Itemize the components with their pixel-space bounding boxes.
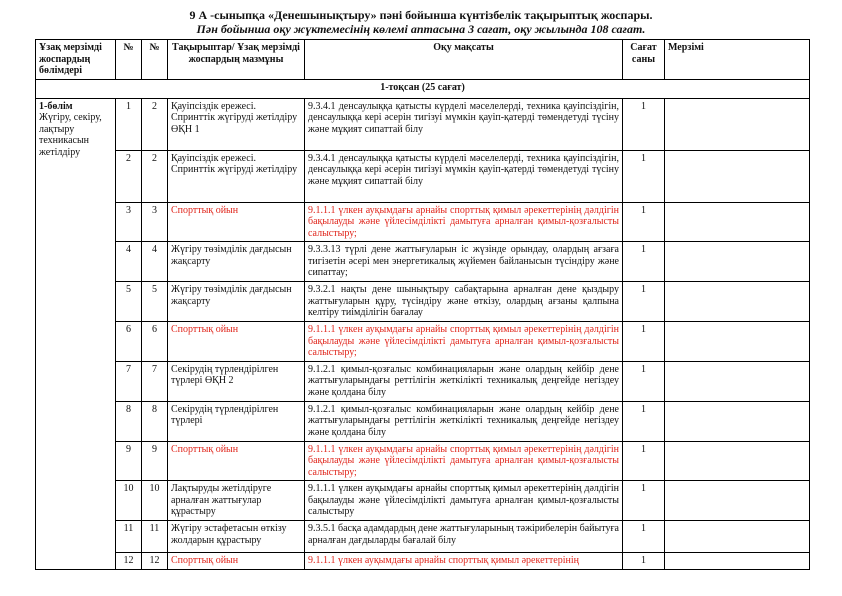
objective-cell: 9.1.1.1 үлкен ауқымдағы арнайы спорттық қимыл әрекеттерінің дәлдігін бақылауды және үйлесімділікті дамытуға арналған қимыл-қозғалысты салыстыру; bbox=[305, 202, 623, 242]
topic-number: 4 bbox=[142, 242, 168, 282]
topic-number: 12 bbox=[142, 553, 168, 570]
hours-cell: 1 bbox=[623, 361, 665, 401]
date-cell[interactable] bbox=[665, 282, 810, 322]
lesson-number: 2 bbox=[116, 150, 142, 202]
header-date: Мерзімі bbox=[665, 40, 810, 80]
lesson-number: 4 bbox=[116, 242, 142, 282]
section-title: 1-бөлім bbox=[39, 100, 73, 112]
topic-cell: Секірудің түрлендірілген түрлері bbox=[168, 401, 305, 441]
lesson-number: 3 bbox=[116, 202, 142, 242]
topic-number: 7 bbox=[142, 361, 168, 401]
topic-number: 2 bbox=[142, 98, 168, 150]
table-row bbox=[36, 441, 810, 481]
topic-cell: Жүгіру эстафетасын өткізу жолдарын құрастыру bbox=[168, 521, 305, 553]
topic-cell: Лақтыруды жетілдіруге арналған жаттығулар құрастыру bbox=[168, 481, 305, 521]
objective-cell: 9.1.2.1 қимыл-қозғалыс комбинацияларын және олардың кейбір дене жаттығуларындағы реттілігін жеткілікті техникалық деңгейде негіздеу және қолдана білу bbox=[305, 361, 623, 401]
hours-cell: 1 bbox=[623, 150, 665, 202]
objective-cell: 9.1.1.1 үлкен ауқымдағы арнайы спорттық қимыл әрекеттерінің bbox=[305, 553, 623, 570]
topic-number: 5 bbox=[142, 282, 168, 322]
date-cell[interactable] bbox=[665, 322, 810, 362]
objective-cell: 9.1.1.1 үлкен ауқымдағы арнайы спорттық қимыл әрекеттерінің дәлдігін бақылауды және үйлесімділікті дамытуға арналған қимыл-қозғалысты салыстыру; bbox=[305, 441, 623, 481]
topic-cell: Жүгіру төзімділік дағдысын жақсарту bbox=[168, 242, 305, 282]
topic-cell: Қауіпсіздік ережесі. Спринттік жүгіруді жетілдіру bbox=[168, 150, 305, 202]
table-row bbox=[36, 242, 810, 282]
hours-cell: 1 bbox=[623, 282, 665, 322]
table-row bbox=[36, 282, 810, 322]
document-subtitle: Пән бойынша оқу жүктемесінің көлемі аптасына 3 сағат, оқу жылында 108 сағат. bbox=[196, 22, 646, 36]
date-cell[interactable] bbox=[665, 401, 810, 441]
objective-cell: 9.3.4.1 денсаулыққа қатысты күрделі мәселелерді, техника қауіпсіздігін, денсаулыққа кері әсерін тигізуі мүмкін қауіп-қатерді төмендетуді түсіну және мұқият сипаттай білу bbox=[305, 98, 623, 150]
lesson-number: 10 bbox=[116, 481, 142, 521]
objective-cell: 9.3.3.13 түрлі дене жаттығуларын іс жүзінде орындау, олардың ағзаға тигізетін әсері мен энергетикалық жүйемен байланысын түсіндіру және сипаттау; bbox=[305, 242, 623, 282]
date-cell[interactable] bbox=[665, 361, 810, 401]
hours-cell: 1 bbox=[623, 481, 665, 521]
lesson-number: 11 bbox=[116, 521, 142, 553]
lesson-number: 5 bbox=[116, 282, 142, 322]
hours-cell: 1 bbox=[623, 401, 665, 441]
topic-number: 11 bbox=[142, 521, 168, 553]
plan-table bbox=[35, 39, 810, 570]
topic-cell: Қауіпсіздік ережесі. Спринттік жүгіруді жетілдіру ӨҚН 1 bbox=[168, 98, 305, 150]
topic-cell: Спорттық ойын bbox=[168, 441, 305, 481]
topic-number: 3 bbox=[142, 202, 168, 242]
topic-cell: Спорттық ойын bbox=[168, 322, 305, 362]
table-row bbox=[36, 553, 810, 570]
hours-cell: 1 bbox=[623, 98, 665, 150]
table-row bbox=[36, 481, 810, 521]
header-hours: Сағат саны bbox=[623, 40, 665, 80]
topic-number: 6 bbox=[142, 322, 168, 362]
objective-cell: 9.3.5.1 басқа адамдардың дене жаттығуларының тәжірибелерін байытуға арналған дағдыларды бағалай білу bbox=[305, 521, 623, 553]
hours-cell: 1 bbox=[623, 322, 665, 362]
header-number-2: № bbox=[142, 40, 168, 80]
hours-cell: 1 bbox=[623, 202, 665, 242]
hours-cell: 1 bbox=[623, 521, 665, 553]
objective-cell: 9.3.2.1 нақты дене шынықтыру сабақтарына арналған дене қыздыру жаттығуларын құру, түсіндіру және өткізу, олардың ағзаны қалпына келтіру тиімділігін бағалау bbox=[305, 282, 623, 322]
date-cell[interactable] bbox=[665, 202, 810, 242]
section-description: Жүгіру, секіру, лақтыру техникасын жетілдіру bbox=[39, 112, 102, 158]
topic-number: 9 bbox=[142, 441, 168, 481]
date-cell[interactable] bbox=[665, 553, 810, 570]
date-cell[interactable] bbox=[665, 481, 810, 521]
date-cell[interactable] bbox=[665, 98, 810, 150]
date-cell[interactable] bbox=[665, 242, 810, 282]
hours-cell: 1 bbox=[623, 242, 665, 282]
header-topic: Тақырыптар/ Ұзақ мерзімді жоспардың мазмұны bbox=[168, 40, 305, 80]
hours-cell: 1 bbox=[623, 553, 665, 570]
table-row bbox=[36, 202, 810, 242]
date-cell[interactable] bbox=[665, 521, 810, 553]
topic-number: 8 bbox=[142, 401, 168, 441]
lesson-number: 1 bbox=[116, 98, 142, 150]
objective-cell: 9.3.4.1 денсаулыққа қатысты күрделі мәселелерді, техника қауіпсіздігін, денсаулыққа кері әсерін тигізуі мүмкін қауіп-қатерді төмендетуді түсіну және мұқият сипаттай білу bbox=[305, 150, 623, 202]
header-objectives: Оқу мақсаты bbox=[305, 40, 623, 80]
hours-cell: 1 bbox=[623, 441, 665, 481]
header-number-1: № bbox=[116, 40, 142, 80]
lesson-number: 8 bbox=[116, 401, 142, 441]
table-row bbox=[36, 150, 810, 202]
table-row bbox=[36, 98, 810, 150]
document-title: 9 А -сыныпқа «Денешынықтыру» пәні бойынша күнтізбелік тақырыптық жоспары. bbox=[189, 8, 653, 22]
topic-number: 10 bbox=[142, 481, 168, 521]
header-row bbox=[36, 40, 810, 80]
topic-number: 2 bbox=[142, 150, 168, 202]
topic-cell: Спорттық ойын bbox=[168, 553, 305, 570]
date-cell[interactable] bbox=[665, 150, 810, 202]
lesson-number: 9 bbox=[116, 441, 142, 481]
topic-cell: Жүгіру төзімділік дағдысын жақсарту bbox=[168, 282, 305, 322]
quarter-row bbox=[36, 79, 810, 98]
date-cell[interactable] bbox=[665, 441, 810, 481]
lesson-number: 6 bbox=[116, 322, 142, 362]
objective-cell: 9.1.1.1 үлкен ауқымдағы арнайы спорттық қимыл әрекеттерінің дәлдігін бақылауды және үйлесімділікті дамытуға арналған қимыл-қозғалысты салыстыру bbox=[305, 481, 623, 521]
table-row bbox=[36, 322, 810, 362]
table-row bbox=[36, 361, 810, 401]
table-row bbox=[36, 401, 810, 441]
objective-cell: 9.1.2.1 қимыл-қозғалыс комбинацияларын және олардың кейбір дене жаттығуларындағы реттілігін жеткілікті техникалық деңгейде негіздеу және қолдана білу bbox=[305, 401, 623, 441]
topic-cell: Секірудің түрлендірілген түрлері ӨҚН 2 bbox=[168, 361, 305, 401]
table-row bbox=[36, 521, 810, 553]
header-section: Ұзақ мерзімді жоспардың бөлімдері bbox=[36, 40, 116, 80]
lesson-number: 7 bbox=[116, 361, 142, 401]
lesson-number: 12 bbox=[116, 553, 142, 570]
objective-cell: 9.1.1.1 үлкен ауқымдағы арнайы спорттық қимыл әрекеттерінің дәлдігін бақылауды және үйлесімділікті дамытуға арналған қимыл-қозғалысты салыстыру; bbox=[305, 322, 623, 362]
topic-cell: Спорттық ойын bbox=[168, 202, 305, 242]
quarter-label: 1-тоқсан (25 сағат) bbox=[36, 79, 810, 98]
section-cell bbox=[36, 98, 116, 569]
